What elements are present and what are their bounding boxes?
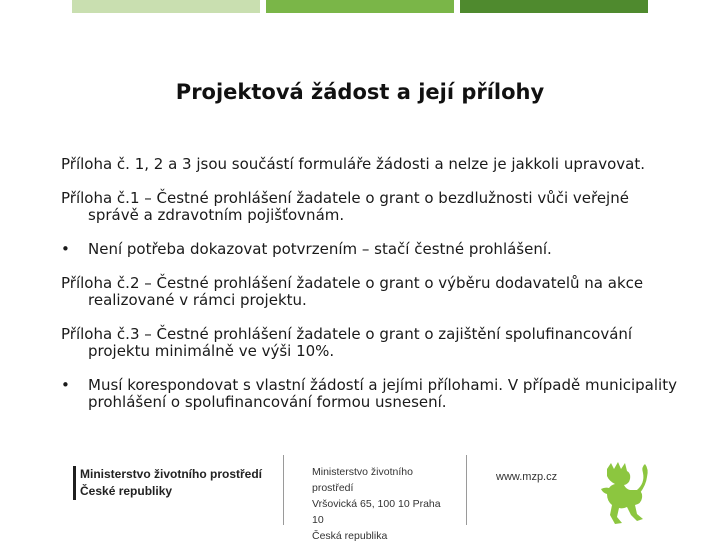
attachment-1-number: 1 [129,189,140,207]
attachment-3-bullet [61,377,681,411]
footer-ministry-line1: Ministerstvo životního prostředí [80,467,263,481]
footer-divider [466,455,467,525]
footer-ministry-logo [73,466,280,500]
attachment-1-text: – Čestné prohlášení žadatele o grant o bezdlužnosti vůči veřejné správě a zdravotním pojišťovnám. [88,189,629,224]
footer-address-line2: Vršovická 65, 100 10 Praha 10 [312,498,441,526]
attachment-1 [61,190,681,224]
attachment-1-label: Příloha č. [61,189,130,207]
footer [0,455,720,540]
attachment-2-number: 2 [129,274,140,292]
attachment-3-text: – Čestné prohlášení žadatele o grant o zajištění spolufinancování projektu minimálně ve výši 10%. [88,325,633,360]
footer-ministry-line2: České republiky [80,484,173,498]
footer-address [312,464,452,544]
attachment-1-bullet-text: Není potřeba dokazovat potvrzením – stačí čestné prohlášení. [88,240,552,258]
lion-emblem-icon [593,459,653,529]
intro-text: Příloha č. 1, 2 a 3 jsou součástí formuláře žádosti a nelze je jakkoli upravovat. [61,155,645,173]
footer-web-link[interactable]: www.mzp.cz [496,471,558,483]
top-bar-mid [266,0,454,13]
attachment-2-label: Příloha č. [61,274,130,292]
attachment-2 [61,275,681,309]
footer-address-line1: Ministerstvo životního prostředí [312,466,413,494]
top-bar-dark [460,0,648,13]
attachment-3-bullet-text: Musí korespondovat s vlastní žádostí a jejími přílohami. V případě municipality prohlášení o spolufinancování formou usnesení. [88,376,677,411]
attachment-1-bullet [61,241,681,258]
footer-divider [283,455,284,525]
top-bar-light [72,0,260,13]
attachment-3 [61,326,681,360]
bullet-icon: • [61,240,70,258]
attachment-2-text: – Čestné prohlášení žadatele o grant o výběru dodavatelů na akce realizované v rámci projektu. [88,274,644,309]
attachment-3-label: Příloha č. [61,325,130,343]
bullet-icon: • [61,376,70,394]
slide-content [61,156,681,411]
footer-address-line3: Česká republika [312,530,388,542]
attachment-3-number: 3 [129,325,140,343]
page-title: Projektová žádost a její přílohy [175,80,545,104]
